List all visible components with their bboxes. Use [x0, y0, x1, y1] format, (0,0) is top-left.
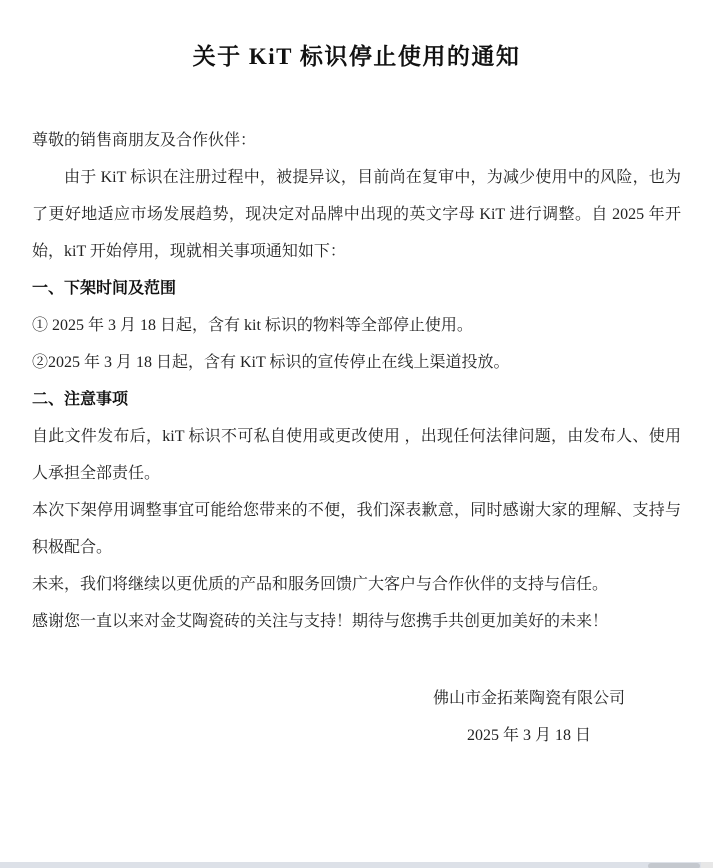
document-body	[32, 122, 681, 754]
scrollbar-corner	[701, 862, 713, 868]
intro-paragraph: 由于 KiT 标识在注册过程中，被提异议，目前尚在复审中，为减少使用中的风险，也为了更好地适应市场发展趋势，现决定对品牌中出现的英文字母 KiT 进行调整。自 2025 年开始，kiT 开始停用，现就相关事项通知如下：	[32, 169, 681, 260]
document-title: 关于 KiT 标识停止使用的通知	[192, 44, 521, 69]
horizontal-scrollbar-thumb[interactable]	[648, 863, 700, 868]
section1-item2: ②2025 年 3 月 18 日起，含有 KiT 标识的宣传停止在线上渠道投放。	[32, 354, 510, 371]
signature-date: 2025 年 3 月 18 日	[466, 727, 591, 744]
section2-notice4: 感谢您一直以来对金艾陶瓷砖的关注与支持！期待与您携手共创更加美好的未来！	[32, 613, 609, 630]
section2-heading: 二、注意事项	[32, 391, 129, 408]
signature-block	[433, 680, 625, 754]
section1-heading: 一、下架时间及范围	[32, 280, 177, 297]
section2-notice2: 本次下架停用调整事宜可能给您带来的不便，我们深表歉意，同时感谢大家的理解、支持与积极配合。	[32, 502, 681, 556]
section2-notice1: 自此文件发布后，kiT 标识不可私自使用或更改使用 ，出现任何法律问题，由发布人、使用人承担全部责任。	[32, 428, 681, 482]
signature-company: 佛山市金拓莱陶瓷有限公司	[432, 690, 625, 707]
horizontal-scrollbar[interactable]	[0, 861, 713, 868]
greeting-line: 尊敬的销售商朋友及合作伙伴：	[32, 132, 257, 149]
section1-item1: ① 2025 年 3 月 18 日起，含有 kit 标识的物料等全部停止使用。	[32, 317, 473, 334]
section2-notice3: 未来，我们将继续以更优质的产品和服务回馈广大客户与合作伙伴的支持与信任。	[32, 576, 609, 593]
